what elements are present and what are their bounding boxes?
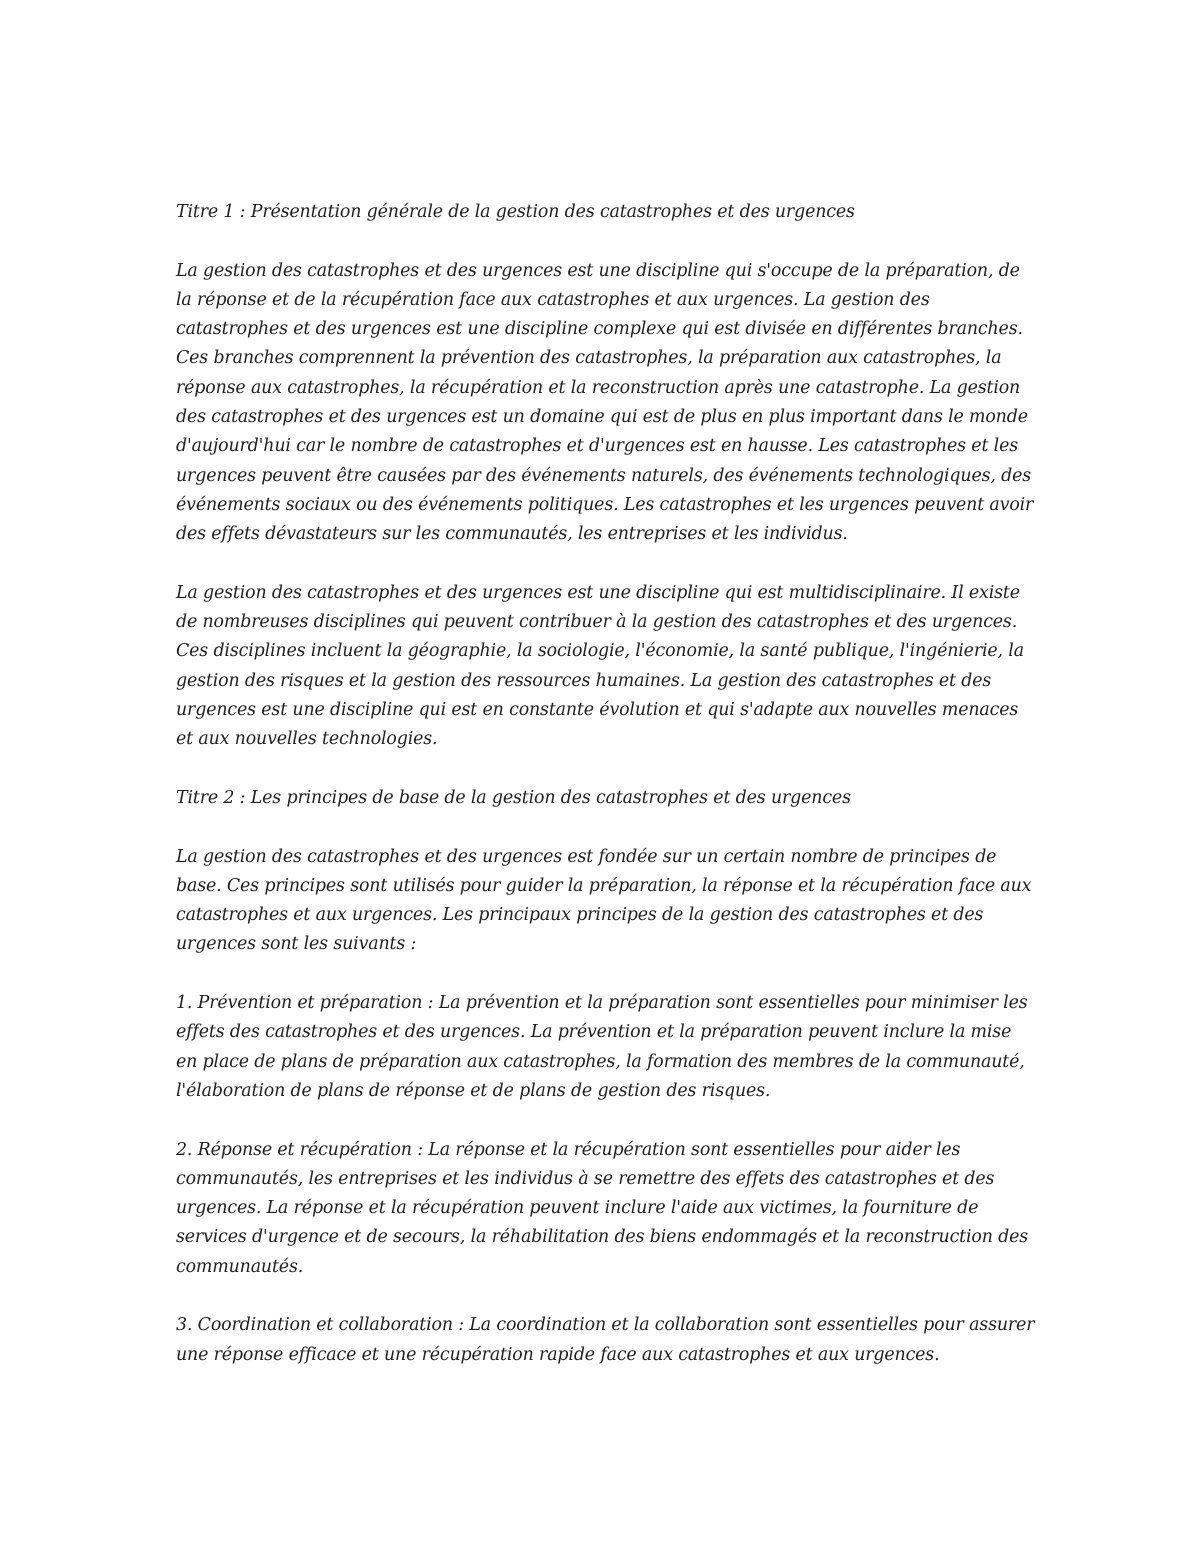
section-heading-1: Titre 1 : Présentation générale de la gestion des catastrophes et des urgences — [176, 202, 855, 222]
list-item-response: 2. Réponse et récupération : La réponse et la récupération sont essentielles pour aider les communautés, les entreprises et les individus à se remettre des effets des catastrophes et des urgences. La réponse et la récupération peuvent inclure l'aide aux victimes, la fourniture de services d'urgence et de secours, la réhabilitation des biens endommagés et la reconstruction des communautés. — [176, 1139, 1029, 1277]
body-paragraph-1: La gestion des catastrophes et des urgences est une discipline qui s'occupe de la préparation, de la réponse et de la récupération face aux catastrophes et aux urgences. La gestion des catastrophes et des urgences est une discipline complexe qui est divisée en différentes branches. Ces branches comprennent la prévention des catastrophes, la préparation aux catastrophes, la réponse aux catastrophes, la récupération et la reconstruction après une catastrophe. La gestion des catastrophes et des urgences est un domaine qui est de plus en plus important dans le monde d'aujourd'hui car le nombre de catastrophes et d'urgences est en hausse. Les catastrophes et les urgences peuvent être causées par des événements naturels, des événements technologiques, des événements sociaux ou des événements politiques. Les catastrophes et les urgences peuvent avoir des effets dévastateurs sur les communautés, les entreprises et les individus. — [176, 260, 1034, 545]
document-body — [176, 198, 1036, 1399]
section-heading-2: Titre 2 : Les principes de base de la gestion des catastrophes et des urgences — [176, 787, 851, 808]
list-item-prevention: 1. Prévention et préparation : La prévention et la préparation sont essentielles pour minimiser les effets des catastrophes et des urgences. La prévention et la préparation peuvent inclure la mise en place de plans de préparation aux catastrophes, la formation des membres de la communauté, l'élaboration de plans de réponse et de plans de gestion des risques. — [176, 993, 1028, 1101]
list-item-coordination: 3. Coordination et collaboration : La coordination et la collaboration sont essentielles pour assurer une réponse efficace et une récupération rapide face aux catastrophes et aux urgences. — [176, 1315, 1035, 1365]
body-paragraph-2: La gestion des catastrophes et des urgences est une discipline qui est multidisciplinaire. Il existe de nombreuses disciplines qui peuvent contribuer à la gestion des catastrophes et des urgences. Ces disciplines incluent la géographie, la sociologie, l'économie, la santé publique, l'ingénierie, la gestion des risques et la gestion des ressources humaines. La gestion des catastrophes et des urgences est une discipline qui est en constante évolution et qui s'adapte aux nouvelles menaces et aux nouvelles technologies. — [176, 582, 1024, 750]
body-paragraph-3: La gestion des catastrophes et des urgences est fondée sur un certain nombre de principes de base. Ces principes sont utilisés pour guider la préparation, la réponse et la récupération face aux catastrophes et aux urgences. Les principaux principes de la gestion des catastrophes et des urgences sont les suivants : — [176, 846, 1032, 955]
